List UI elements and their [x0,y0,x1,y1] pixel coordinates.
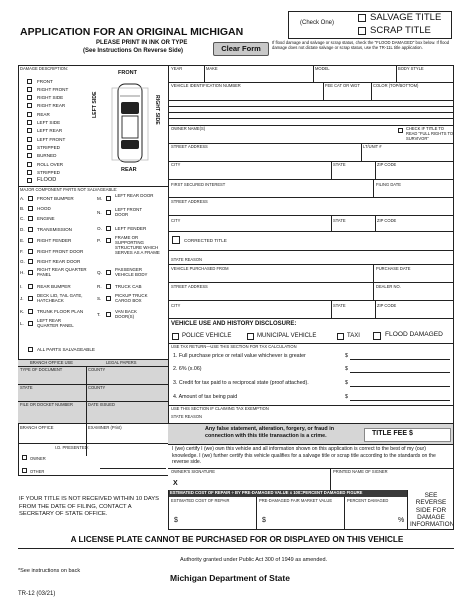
component-letter: E. [20,238,25,243]
component-label: PASSENGER VEHICLE BODY [115,267,148,277]
lt-unit-label: LT/UNIT # [363,144,382,149]
percent-sign: % [398,517,405,524]
corrected-title-label: CORRECTED TITLE [184,238,227,243]
percent-damaged-label: PERCENT DAMAGED [347,498,389,503]
component-letter: N. [97,210,102,215]
component-j-checkbox[interactable] [28,296,33,301]
damage-rear-checkbox[interactable] [27,112,32,117]
examiner-label: EXAMINER (Print) [88,425,122,430]
print-instruction: PLEASE PRINT IN INK OR TYPE [96,40,188,46]
car-rear-label: REAR [121,167,137,173]
component-label: TRUCK CAB [115,284,142,289]
tax-heading: USE TAX RETURN—USE THIS SECTION FOR TAX CALCULATION [171,344,297,349]
component-label: DECK LID, TAIL GATE, HATCHBACK [37,293,83,303]
damage-stripped-checkbox[interactable] [27,145,32,150]
component-label: VAN BACK DOOR(S) [115,309,137,319]
fee-cat-label: FEE CAT OR WGT [325,83,360,88]
exemption-state-reason-label: STATE REASON [171,414,203,419]
damage-burned-checkbox[interactable] [27,153,32,158]
flood-damaged-label: FLOOD DAMAGED [385,331,443,338]
damage-front-checkbox[interactable] [27,79,32,84]
pre-damaged-value-label: PRE-DAMAGED FAIR MARKET VALUE [259,498,333,503]
owner-label: OWNER [30,456,46,461]
component-m-checkbox[interactable] [106,196,111,201]
legal-papers-label: LEGAL PAPERS [106,360,137,365]
component-f-checkbox[interactable] [28,249,33,254]
tax-paid-field[interactable] [350,393,450,401]
salvage-title-label: SALVAGE TITLE [370,12,442,23]
owner-signature-label: OWNER'S SIGNATURE [171,469,215,474]
file-number-label: FILE OR DOCKET NUMBER [20,402,73,407]
component-t-checkbox[interactable] [106,312,111,317]
all-parts-salvageable-checkbox[interactable] [28,347,33,352]
component-b-checkbox[interactable] [28,206,33,211]
county-label: COUNTY [88,367,106,372]
component-letter: I. [20,284,23,289]
component-label: LEFT FENDER [115,226,147,231]
all-parts-salvageable-label: ALL PARTS SALVAGEABLE [37,347,95,352]
state-label: STATE [333,162,346,167]
tax-dollar-1: $ [345,353,348,359]
tax-line2: 2. 6% (x.06) [173,366,202,372]
state-label: STATE [20,385,33,390]
damage-right-side-label: RIGHT SIDE [37,95,64,100]
repair-cost-label: ESTIMATED COST OF REPAIR [171,498,230,503]
street-address-label: STREET ADDRESS [171,144,208,149]
component-label: LEFT REAR QUARTER PANEL [37,318,74,328]
survivor-label: CHECK IF TITLE TO READ "FULL RIGHTS TO SURVIVOR" [406,126,454,141]
component-c-checkbox[interactable] [28,216,33,221]
type-of-document-field[interactable] [20,374,84,384]
component-k-checkbox[interactable] [28,309,33,314]
component-g-checkbox[interactable] [28,259,33,264]
filing-date-label: FILING DATE [376,182,401,187]
damage-right-rear-checkbox[interactable] [27,103,32,108]
component-o-checkbox[interactable] [106,226,111,231]
license-plate-warning: A LICENSE PLATE CANNOT BE PURCHASED FOR OR DISPLAYED ON THIS VEHICLE [70,535,404,544]
street-address3-label: STREET ADDRESS [171,284,208,289]
damage-right-side-checkbox[interactable] [27,95,32,100]
component-r-checkbox[interactable] [106,284,111,289]
repair-formula-header: ESTIMATED COST OF REPAIR ÷ BY PRE-DAMAGED VALUE x 100=PERCENT DAMAGED FIGURE [168,490,407,497]
repair-dollar-2: $ [262,517,266,524]
component-letter: D. [20,227,25,232]
form-number: TR-12 (03/21) [18,591,56,597]
component-label: REAR BUMPER [37,284,71,289]
purchased-from-label: VEHICLE PURCHASED FROM [171,266,229,271]
six-percent-field[interactable] [350,365,450,373]
purchase-date-label: PURCHASE DATE [376,266,411,271]
department-name: Michigan Department of State [170,573,290,583]
year-field[interactable] [171,72,202,81]
dealer-no-label: DEALER NO. [376,284,401,289]
other-id-checkbox[interactable] [22,468,27,473]
scrap-title-checkbox[interactable] [358,27,366,35]
clear-form-button[interactable]: Clear Form [213,42,269,56]
component-letter: S. [97,296,102,301]
damage-stripped2-checkbox[interactable] [27,170,32,175]
credit-field[interactable] [350,379,450,387]
damage-stripped2-label: STRIPPED [37,170,60,175]
component-letter: P. [97,238,101,243]
owner-id-checkbox[interactable] [22,455,27,460]
component-letter: A. [20,196,25,201]
police-vehicle-label: POLICE VEHICLE [182,333,232,339]
car-top-view-icon [108,80,152,166]
owner-names-label: OWNER NAME(S) [171,126,206,131]
tax-dollar-3: $ [345,380,348,386]
municipal-vehicle-checkbox[interactable] [247,333,254,340]
branch-office-label: BRANCH OFFICE [20,425,54,430]
tax-dollar-2: $ [345,366,348,372]
damage-flood-checkbox[interactable] [27,178,32,183]
components-heading: MAJOR COMPONENT PARTS NOT SALVAGEABLE: [20,187,118,192]
damage-stripped-label: STRIPPED [37,145,60,150]
car-right-side-label: RIGHT SIDE [154,95,160,125]
component-label: RIGHT REAR QUARTER PANEL [37,267,87,277]
component-label: ENGINE [37,216,55,221]
date-issued-label: DATE ISSUED [88,402,115,407]
component-p-checkbox[interactable] [106,238,111,243]
type-of-document-label: TYPE OF DOCUMENT [20,367,63,372]
component-label: HOOD [37,206,51,211]
component-letter: J. [20,296,24,301]
component-e-checkbox[interactable] [28,238,33,243]
component-label: PICKUP TRUCK CARGO BOX [115,293,148,303]
see-reverse-note: SEE REVERSE SIDE FOR DAMAGE INFORMATION [410,492,455,529]
zip3-label: ZIP CODE [377,303,397,308]
component-letter: R. [97,284,102,289]
vin-field[interactable] [171,90,321,99]
damage-left-side-label: LEFT SIDE [37,120,61,125]
component-letter: Q. [97,270,102,275]
street-address2-label: STREET ADDRESS [171,199,208,204]
pre-damaged-value-field[interactable] [269,508,341,526]
repair-dollar-1: $ [174,517,178,524]
instructions-note: *See instructions on back [18,568,81,574]
damage-burned-label: BURNED [37,153,57,158]
zip2-label: ZIP CODE [377,218,397,223]
owner-signature-field[interactable] [182,477,328,489]
model-label: MODEL [315,66,330,71]
city3-label: CITY [171,303,181,308]
flood-note: If flood damage and salvage or scrap status, check the "FLOOD DAMAGED" box below. If flood damage does not dictate salvage or scrap status, use the TR-11L title application. [272,40,450,51]
component-d-checkbox[interactable] [28,227,33,232]
form-title: APPLICATION FOR AN ORIGINAL MICHIGAN [20,26,244,38]
purchase-price-field[interactable] [350,352,450,360]
component-label: RIGHT FENDER [37,238,72,243]
component-letter: F. [20,249,24,254]
component-letter: H. [20,270,25,275]
percent-damaged-field[interactable] [347,508,397,526]
id-presented-label: I.D. PRESENTED: [55,445,89,450]
signature-x: X [173,480,178,487]
printed-name-field[interactable] [333,477,451,489]
damage-right-front-checkbox[interactable] [27,87,32,92]
municipal-vehicle-label: MUNICIPAL VEHICLE [257,333,317,339]
damage-right-front-label: RIGHT FRONT [37,87,69,92]
make-field[interactable] [206,72,311,81]
tax-dollar-4: $ [345,394,348,400]
component-letter: L. [20,321,24,326]
component-letter: B. [20,206,25,211]
damage-rollover-checkbox[interactable] [27,162,32,167]
component-a-checkbox[interactable] [28,196,33,201]
flood-damaged-checkbox[interactable] [373,332,381,340]
year-label: YEAR [171,66,183,71]
component-label: FRONT BUMPER [37,196,74,201]
make-label: MAKE [206,66,218,71]
first-secured-label: FIRST SECURED INTEREST [171,182,226,187]
taxi-label: TAXI [347,333,360,339]
corrected-title-checkbox[interactable] [172,236,180,244]
body-style-label: BODY STYLE [398,66,424,71]
fraud-warning-text: Any false statement, alteration, forgery, or fraud in connection with this title transaction is a crime. [205,426,335,439]
use-history-heading: VEHICLE USE AND HISTORY DISCLOSURE: [171,321,297,327]
component-s-checkbox[interactable] [106,296,111,301]
exemption-heading: USE THIS SECTION IF CLAIMING TAX EXEMPTION [171,406,269,411]
damage-flood-label: FLOOD [37,177,57,183]
component-letter: G. [20,259,25,264]
scrap-title-label: SCRAP TITLE [370,25,431,36]
state3-label: STATE [333,303,346,308]
branch-office-use-label: BRANCH OFFICE USE [30,360,73,365]
certification-text: I (we) certify I (we) own this vehicle and all information shown on this application is correct to the best of my (our) knowledge. I (we) further certify this vehicle qualifies for a salvage title or scrap title according to the standards on the reverse side. [172,446,436,465]
other-label: OTHER [30,469,45,474]
damage-left-front-label: LEFT FRONT [37,137,66,142]
component-letter: C. [20,216,25,221]
component-label: LEFT REAR DOOR [115,193,154,198]
state-reason-label: STATE REASON [171,257,203,262]
component-letter: M. [97,196,103,201]
component-label: TRANSMISSION [37,227,72,232]
state2-label: STATE [333,218,346,223]
survivor-checkbox[interactable] [398,128,403,133]
component-letter: O. [97,226,102,231]
salvage-title-checkbox[interactable] [358,14,366,22]
owner-names-field[interactable] [171,133,391,143]
check-one-label: (Check One) [300,20,335,26]
authority-text: Authority granted under Public Act 300 of 1949 as amended. [180,557,328,563]
component-q-checkbox[interactable] [106,270,111,275]
component-label: LEFT FRONT DOOR [115,207,142,217]
component-h-checkbox[interactable] [28,270,33,275]
city2-label: CITY [171,218,181,223]
car-left-side-label: LEFT SIDE [92,91,98,118]
tax-line1: 1. Full purchase price or retail value whichever is greater [173,353,306,359]
damage-heading: DAMAGE DESCRIPTION: [20,66,68,71]
city-label: CITY [171,162,181,167]
title-not-received-notice: IF YOUR TITLE IS NOT RECEIVED WITHIN 10 DAYS FROM THE DATE OF FILING, CONTACT A SECRETARY OF STATE OFFICE. [19,496,160,518]
damage-left-side-checkbox[interactable] [27,120,32,125]
tax-line3: 3. Credit for tax paid to a reciprocal state (proof attached). [173,380,309,386]
damage-front-label: FRONT [37,79,53,84]
damage-right-rear-label: RIGHT REAR [37,103,66,108]
police-vehicle-checkbox[interactable] [172,333,179,340]
component-label: FRAME OR SUPPORTING STRUCTURE WHICH SERVES AS A FRAME [115,235,160,255]
component-label: RIGHT REAR DOOR [37,259,81,264]
component-label: TRUNK FLOOR PLAN [37,309,84,314]
taxi-checkbox[interactable] [337,333,344,340]
title-fee-label: TITLE FEE $ [372,430,413,437]
printed-name-label: PRINTED NAME OF SIGNER [333,469,388,474]
reverse-instruction: (See Instructions On Reverse Side) [83,48,184,54]
component-letter: K. [20,309,25,314]
repair-cost-field[interactable] [181,508,253,526]
component-label: RIGHT FRONT DOOR [37,249,84,254]
damage-left-rear-checkbox[interactable] [27,128,32,133]
component-i-checkbox[interactable] [28,284,33,289]
county2-label: COUNTY [88,385,106,390]
damage-rollover-label: ROLL OVER [37,162,64,167]
component-letter: T. [97,312,101,317]
tax-line4: 4. Amount of tax being paid [173,394,238,400]
damage-left-rear-label: LEFT REAR [37,128,63,133]
damage-rear-label: REAR [37,112,50,117]
vin-label: VEHICLE IDENTIFICATION NUMBER [171,83,241,88]
component-l-checkbox[interactable] [28,321,33,326]
car-front-label: FRONT [118,70,137,76]
damage-left-front-checkbox[interactable] [27,137,32,142]
color-label: COLOR (TOP/BOTTOM) [373,83,419,88]
zip-label: ZIP CODE [377,162,397,167]
component-n-checkbox[interactable] [106,210,111,215]
